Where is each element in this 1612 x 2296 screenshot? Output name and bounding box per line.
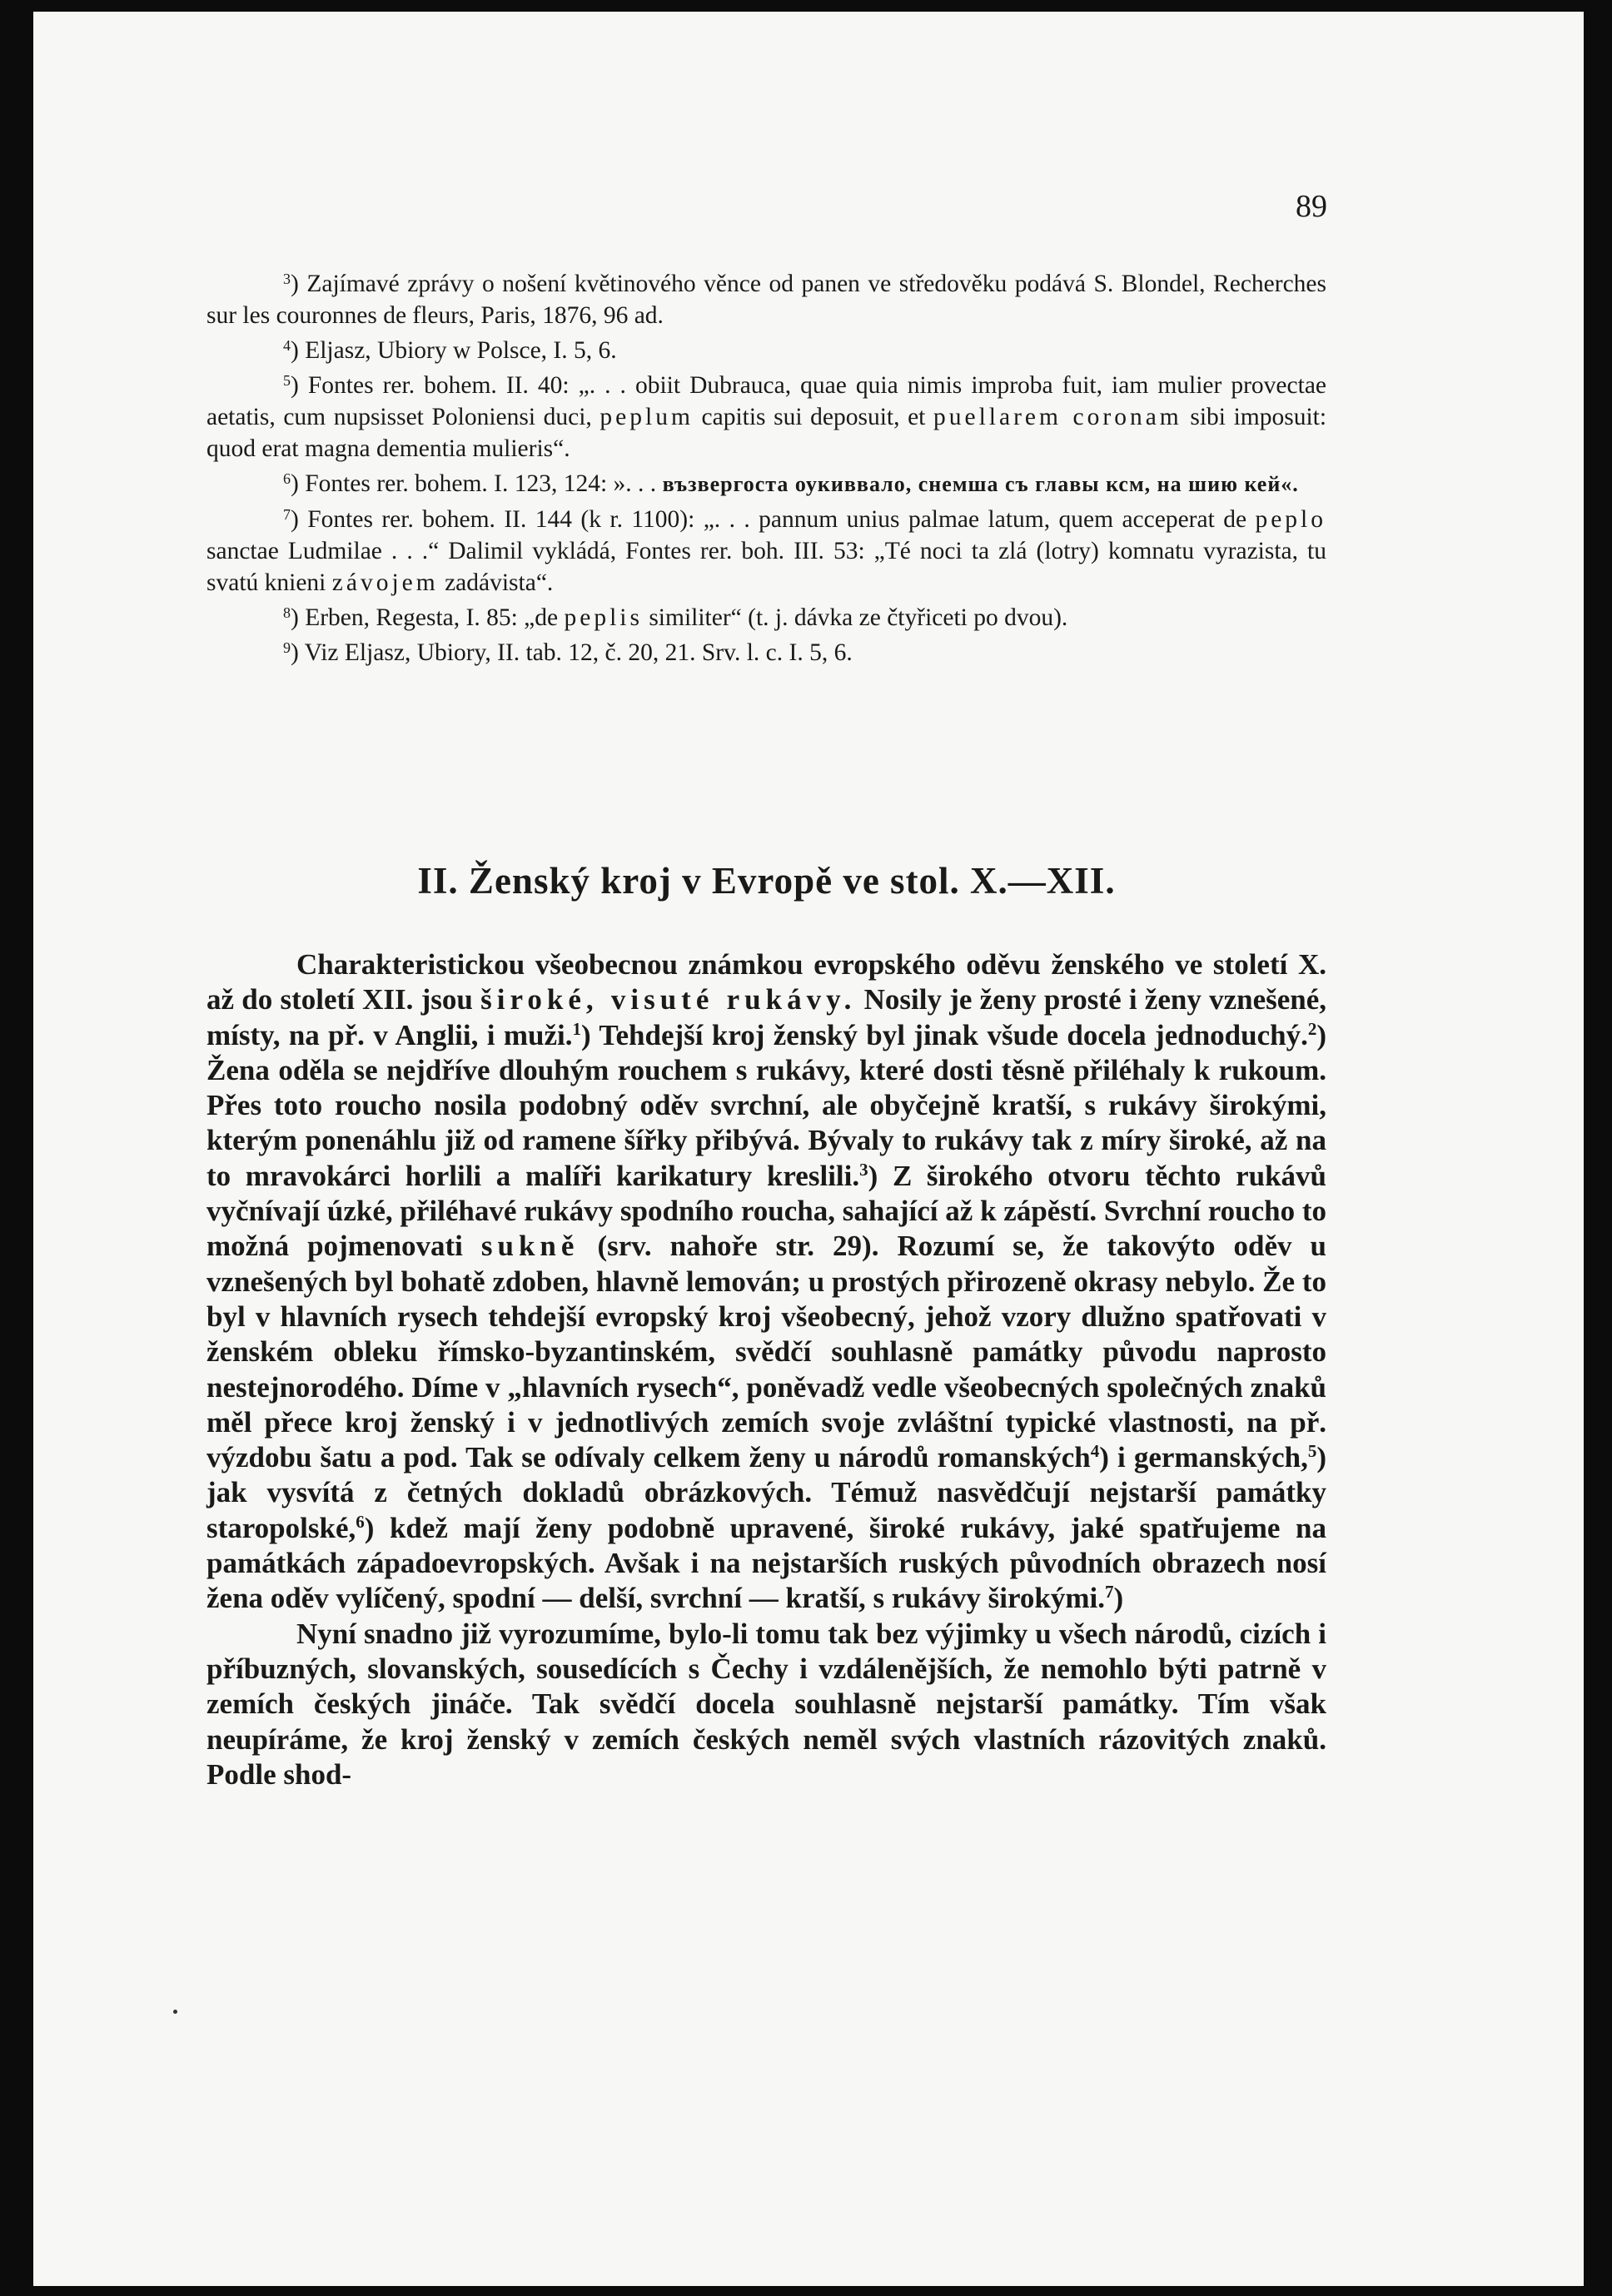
spaced-phrase: široké, visuté rukávy. [480,983,857,1016]
spaced-word: peplum [600,404,694,430]
paragraph-2: Nyní snadno již vyrozumíme, bylo-li tomu tak bez výjimky u všech národů, cizích i příbuzných, slovanských, sousedících s Čechy i vzdálenějších, že nemohlo býti patrně v zemích českých jináče. Tak svědčí docela souhlasně nejstarší památky. Tím však neupíráme, že kroj ženský v zemích českých neměl svých vlastních rázovitých znaků. Podle shod- [206,1617,1326,1791]
footnotes [206,268,1326,672]
text-run: (srv. nahoře str. 29). Rozumí se, že takovýto oděv u vznešených byl bohatě zdoben, hlavně lemován; u prostých přirozeně okrasy nebylo. Že to byl v hlavních rysech tehdejší evropský kroj všeobecný, jehož vzory dlužno spatřovati v ženském obleku římsko-byzantinském, svědčí souhlasně památky původu naprosto nestejnorodého. Díme v „hlavních rysech“, poněvadž vedle všeobecných společných znaků měl přece kroj ženský i v jednotlivých zemích svoje zvláštní typické vlastnosti, na př. výzdobu šatu a pod. Tak se odívaly celkem ženy u národů romanských [206,1230,1326,1474]
paragraph-1: Charakteristickou všeobecnou známkou evropského oděvu ženského ve století X. až do století XII. jsou široké, visuté rukávy. Nosily je ženy prosté i ženy vznešené, místy, na př. v Anglii, i muži.$^1$) Tehdejší kroj ženský byl jinak všude docela jednoduchý.$^2$) Žena oděla se nejdříve dlouhým rouchem s rukávy, které dosti těsně přiléhaly k rukoum. Přes toto roucho nosila podobný oděv svrchní, ale obyčejně kratší, s rukávy širokými, kterým ponenáhlu již od ramene šířky přibývá. Bývaly to rukávy tak z míry široké, až na to mravokárci horlili a malíři karikatury kreslili.$^3$) Z širokého otvoru těchto rukávů vyčnívají úzké, přiléhavé rukávy spodního roucha, sahající až k zápěstí. Svrchní roucho to možná pojmenovati sukně (srv. nahoře str. 29). Rozumí se, že takovýto oděv u vznešených byl bohatě zdoben, hlavně lemován; u prostých přirozeně okrasy nebylo. Že to byl v hlavních rysech tehdejší evropský kroj všeobecný, jehož vzory dlužno spatřovati v ženském obleku římsko-byzantinském, svědčí souhlasně památky původu naprosto nestejnorodého. Díme v „hlavních rysech“, poněvadž vedle všeobecných společných znaků měl přece kroj ženský i v jednotlivých zemích svoje zvláštní typické vlastnosti, na př. výzdobu šatu a pod. Tak se odívaly celkem ženy u národů romanských$^4$) i germanských,$^5$) jak vysvítá z četných dokladů obrázkových. Témuž nasvědčují nejstarší památky staropolské,$^6$) kdež mají ženy podobně upravené, široké rukávy, jaké spatřujeme na památkách západoevropských. Avšak i na nejstarších ruských původních obrazech nosí žena oděv vylíčený, spodní — delší, svrchní — kratší, s rukávy širokými.$^7$) [206,948,1327,1615]
footnote-mark: 3 [283,271,291,287]
footnote-text: Fontes rer. bohem. II. 40: „. . . obiit Dubrauca, quae quia nimis improba fuit, iam mulier provectae aetatis, cum nupsisset Poloniensi duci, [206,372,1327,430]
footnote-5: $^5$) Fontes rer. bohem. II. 40: „. . . obiit Dubrauca, quae quia nimis improba fuit, iam mulier provectae aetatis, cum nupsisset Poloniensi duci, peplum capitis sui deposuit, et puellarem coronam sibi imposuit: quod erat magna dementia mulieris“. [206,372,1327,462]
spaced-word: puellarem coronam [933,404,1182,430]
note-ref: 1 [572,1018,581,1039]
text-run: i germanských, [1117,1441,1308,1474]
footnote-6: $^6$) Fontes rer. bohem. I. 123, 124: ». . . възвергоста оукиввало, снемша съ главы ксм, на шию кей«. [283,470,1299,497]
text-run: jak vysvítá z četných dokladů obrázkových. Témuž nasvědčují nejstarší památky staropolské, [206,1476,1326,1544]
text-run: Žena oděla se nejdříve dlouhým rouchem s rukávy, které dosti těsně přiléhaly k rukoum. Přes toto roucho nosila podobný oděv svrchní, ale obyčejně kratší, s rukávy širokými, kterým ponenáhlu již od ramene šířky přibývá. Bývaly to rukávy tak z míry široké, až na to mravokárci horlili a malíři karikatury kreslili. [206,1053,1326,1192]
scan-border-left [0,0,33,2296]
footnote-text: capitis sui deposuit, et [701,404,926,430]
footnote-mark: 8 [283,604,291,621]
spaced-word: sukně [480,1230,580,1263]
text-run: kdež mají ženy podobně upravené, široké rukávy, jaké spatřujeme na památkách západoevropských. Avšak i na nejstarších ruských původních obrazech nosí žena oděv vylíčený, spodní — delší, svrchní — kratší, s rukávy širokými. [206,1511,1326,1615]
footnote-text: Zajímavé zprávy o nošení květinového věnce od panen ve středověku podává S. Blondel, Recherches sur les couronnes de fleurs, Paris, 1876, 96 ad. [206,271,1326,329]
note-ref: 2 [1307,1018,1317,1039]
note-ref: 5 [1307,1441,1317,1462]
footnote-text: Fontes rer. bohem. II. 144 (k r. 1100): „. . . pannum unius palmae latum, quem acceperat de [307,506,1247,533]
spaced-word: závojem [331,569,439,596]
text-run: Nosily je ženy prosté i ženy vznešené, místy, na př. v Anglii, i muži. [206,983,1327,1051]
footnote-mark: 6 [283,470,291,487]
spaced-word: peplo [1255,506,1327,533]
footnote-text: similiter“ (t. j. dávka ze čtyřiceti po dvou). [649,604,1068,631]
footnote-text: Viz Eljasz, Ubiory, II. tab. 12, č. 20, 21. Srv. l. c. I. 5, 6. [304,639,853,666]
scan-border-right [1584,0,1612,2296]
note-ref: 6 [356,1511,365,1532]
footnote-8: $^8$) Erben, Regesta, I. 85: „de peplis similiter“ (t. j. dávka ze čtyřiceti po dvou). [283,604,1068,631]
footnote-mark: 5 [283,372,291,389]
footnote-mark: 7 [283,506,291,523]
text-run: Z širokého otvoru těchto rukávů vyčnívají úzké, přiléhavé rukávy spodního roucha, sahající až k zápěstí. Svrchní roucho to možná pojmenovati [206,1159,1327,1263]
note-ref: 4 [1090,1441,1100,1462]
note-ref: 3 [859,1159,868,1180]
footnote-mark: 9 [283,639,291,656]
footnote-3: $^3$) Zajímavé zprávy o nošení květinového věnce od panen ve středověku podává S. Blondel, Recherches sur les couronnes de fleurs, Paris, 1876, 96 ad. [206,271,1326,329]
text-run: Charakteristickou všeobecnou známkou evropského oděvu ženského ve století X. až do století XII. jsou [206,948,1326,1016]
footnote-7: $^7$) Fontes rer. bohem. II. 144 (k r. 1100): „. . . pannum unius palmae latum, quem acceperat de peplo sanctae Ludmilae . . .“ Dalimil vykládá, Fontes rer. boh. III. 53: „Té noci ta zlá (lotry) komnatu vyrazista, tu svatú knieni závojem zadávista“. [206,506,1327,596]
spaced-word: peplis [564,604,643,631]
footnote-text: Erben, Regesta, I. 85: „de [305,604,559,631]
scan-border-bottom [0,2286,1612,2296]
footnote-text: Eljasz, Ubiory w Polsce, I. 5, 6. [305,337,617,364]
cyrillic-quote: възвергоста оукиввало, снемша съ главы ксм, на шию кей«. [662,472,1299,496]
body-text [206,947,1326,1792]
footnote-text: zadávista“. [445,569,554,596]
section-heading: II. Ženský kroj v Evropě ve stol. X.—XII. [417,860,1116,902]
footnote-9: $^9$) Viz Eljasz, Ubiory, II. tab. 12, č. 20, 21. Srv. l. c. I. 5, 6. [283,639,853,666]
footnote-mark: 4 [283,337,291,354]
footnote-text: sanctae Ludmilae . . .“ Dalimil vykládá, Fontes rer. boh. III. 53: „Té noci ta zlá (lotry) komnatu vyrazista, tu svatú knieni [206,538,1326,596]
page-number: 89 [1296,189,1327,224]
margin-mark [173,2010,177,2014]
footnote-text: sibi imposuit: quod erat magna dementia mulieris“. [206,404,1327,462]
footnote-text: Fontes rer. bohem. I. 123, 124: ». . . [305,470,657,497]
footnote-4: $^4$) Eljasz, Ubiory w Polsce, I. 5, 6. [283,337,617,364]
scan-border-top [0,0,1612,12]
note-ref: 7 [1104,1582,1114,1603]
text-run: Tehdejší kroj ženský byl jinak všude docela jednoduchý. [599,1018,1308,1051]
